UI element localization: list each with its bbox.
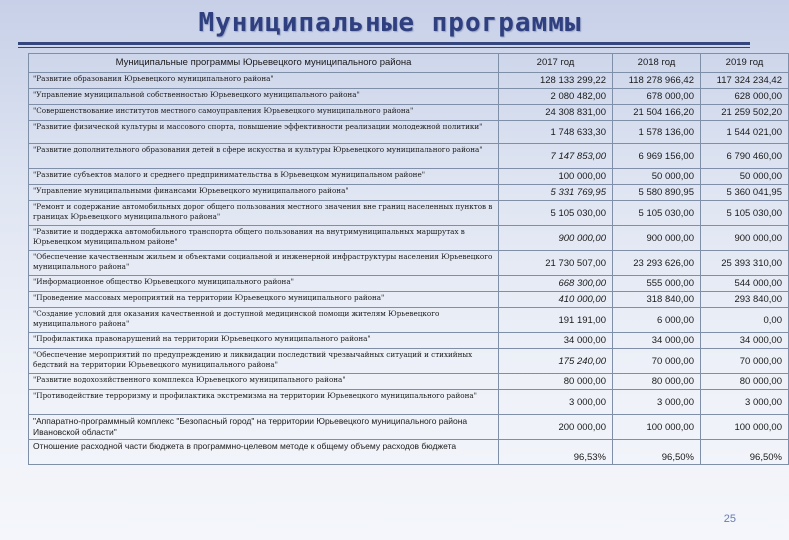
- value-2018: 5 105 030,00: [613, 201, 701, 226]
- table-row: [29, 276, 789, 292]
- value-2017: 191 191,00: [499, 308, 613, 333]
- value-2018: 100 000,00: [613, 415, 701, 440]
- program-name: "Развитие физической культуры и массового спорта, повышение эффективности реализации молодежной политики": [29, 121, 499, 144]
- table-row: [29, 333, 789, 349]
- value-2019: 544 000,00: [701, 276, 789, 292]
- title-underline-thin: [18, 47, 750, 48]
- value-2019: 117 324 234,42: [701, 73, 789, 89]
- value-2018: 6 969 156,00: [613, 144, 701, 169]
- table-row: [29, 169, 789, 185]
- value-2018: 6 000,00: [613, 308, 701, 333]
- program-name: "Развитие субъектов малого и среднего предпринимательства в Юрьевецком муниципальном районе": [29, 169, 499, 185]
- summary-label: Отношение расходной части бюджета в программно-целевом методе к общему объему расходов бюджета: [29, 440, 499, 465]
- value-2018: 118 278 966,42: [613, 73, 701, 89]
- table-row: [29, 73, 789, 89]
- value-2018: 1 578 136,00: [613, 121, 701, 144]
- header-programs: Муниципальные программы Юрьевецкого муниципального района: [29, 54, 499, 73]
- value-2019: 628 000,00: [701, 89, 789, 105]
- header-2019: 2019 год: [701, 54, 789, 73]
- value-2018: 318 840,00: [613, 292, 701, 308]
- program-name: "Обеспечение мероприятий по предупреждению и ликвидации последствий чрезвычайных ситуаций и стихийных бедствий на территории Юрьевецкого муниципального района": [29, 349, 499, 374]
- table-row: [29, 440, 789, 465]
- table-row: [29, 201, 789, 226]
- table-row: [29, 349, 789, 374]
- value-2018: 900 000,00: [613, 226, 701, 251]
- value-2019: 21 259 502,20: [701, 105, 789, 121]
- value-2019: 34 000,00: [701, 333, 789, 349]
- value-2017: 34 000,00: [499, 333, 613, 349]
- program-name: "Совершенствование институтов местного самоуправления Юрьевецкого муниципального района": [29, 105, 499, 121]
- table-row: [29, 415, 789, 440]
- table-row: [29, 390, 789, 415]
- value-2018: 21 504 166,20: [613, 105, 701, 121]
- program-name: "Информационное общество Юрьевецкого муниципального района": [29, 276, 499, 292]
- value-2017: 21 730 507,00: [499, 251, 613, 276]
- value-2019: 0,00: [701, 308, 789, 333]
- program-name: "Управление муниципальной собственностью Юрьевецкого муниципального района": [29, 89, 499, 105]
- table-row: [29, 105, 789, 121]
- program-name: "Развитие водохозяйственного комплекса Юрьевецкого муниципального района": [29, 374, 499, 390]
- value-2018: 50 000,00: [613, 169, 701, 185]
- page-title: Муниципальные программы: [198, 8, 582, 38]
- value-2017: 900 000,00: [499, 226, 613, 251]
- value-2017: 2 080 482,00: [499, 89, 613, 105]
- value-2019: 50 000,00: [701, 169, 789, 185]
- value-2018: 5 580 890,95: [613, 185, 701, 201]
- page-number: 25: [723, 513, 736, 525]
- table-row: [29, 308, 789, 333]
- value-2018: 70 000,00: [613, 349, 701, 374]
- value-2019: 5 360 041,95: [701, 185, 789, 201]
- table-row: [29, 121, 789, 144]
- programs-table: [28, 53, 789, 465]
- value-2018: 96,50%: [613, 440, 701, 465]
- value-2017: 200 000,00: [499, 415, 613, 440]
- value-2017: 5 105 030,00: [499, 201, 613, 226]
- program-name: "Аппаратно-программный комплекс "Безопасный город" на территории Юрьевецкого муниципального района Ивановской области": [29, 415, 499, 440]
- value-2019: 3 000,00: [701, 390, 789, 415]
- value-2017: 5 331 769,95: [499, 185, 613, 201]
- value-2017: 80 000,00: [499, 374, 613, 390]
- value-2019: 80 000,00: [701, 374, 789, 390]
- program-name: "Обеспечение качественным жильем и объектами социальной и инженерной инфраструктуры населения Юрьевецкого муниципального района": [29, 251, 499, 276]
- program-name: "Проведение массовых мероприятий на территории Юрьевецкого муниципального района": [29, 292, 499, 308]
- value-2017: 175 240,00: [499, 349, 613, 374]
- program-name: "Развитие дополнительного образования детей в сфере искусства и культуры Юрьевецкого муниципального района": [29, 144, 499, 169]
- value-2019: 70 000,00: [701, 349, 789, 374]
- program-name: "Противодействие терроризму и профилактика экстремизма на территории Юрьевецкого муниципального района": [29, 390, 499, 415]
- header-2018: 2018 год: [613, 54, 701, 73]
- table-row: [29, 144, 789, 169]
- table-row: [29, 89, 789, 105]
- program-name: "Развитие образования Юрьевецкого муниципального района": [29, 73, 499, 89]
- value-2017: 1 748 633,30: [499, 121, 613, 144]
- table-header-row: [29, 54, 789, 73]
- value-2019: 96,50%: [701, 440, 789, 465]
- table-row: [29, 292, 789, 308]
- title-underline: [18, 42, 750, 45]
- value-2017: 7 147 853,00: [499, 144, 613, 169]
- value-2018: 80 000,00: [613, 374, 701, 390]
- value-2019: 6 790 460,00: [701, 144, 789, 169]
- programs-table-container: [28, 53, 782, 538]
- value-2018: 555 000,00: [613, 276, 701, 292]
- value-2019: 25 393 310,00: [701, 251, 789, 276]
- value-2018: 3 000,00: [613, 390, 701, 415]
- value-2018: 23 293 626,00: [613, 251, 701, 276]
- program-name: "Ремонт и содержание автомобильных дорог общего пользования местного значения вне границ населенных пунктов в границах Юрьевецкого муниципального района": [29, 201, 499, 226]
- value-2019: 293 840,00: [701, 292, 789, 308]
- value-2019: 100 000,00: [701, 415, 789, 440]
- value-2017: 410 000,00: [499, 292, 613, 308]
- value-2017: 128 133 299,22: [499, 73, 613, 89]
- value-2017: 668 300,00: [499, 276, 613, 292]
- program-name: "Создание условий для оказания качественной и доступной медицинской помощи жителям Юрьевецкого муниципального района": [29, 308, 499, 333]
- value-2019: 5 105 030,00: [701, 201, 789, 226]
- value-2019: 1 544 021,00: [701, 121, 789, 144]
- table-row: [29, 185, 789, 201]
- value-2018: 678 000,00: [613, 89, 701, 105]
- value-2017: 3 000,00: [499, 390, 613, 415]
- value-2017: 96,53%: [499, 440, 613, 465]
- value-2017: 100 000,00: [499, 169, 613, 185]
- table-row: [29, 251, 789, 276]
- table-row: [29, 374, 789, 390]
- value-2017: 24 308 831,00: [499, 105, 613, 121]
- value-2018: 34 000,00: [613, 333, 701, 349]
- value-2019: 900 000,00: [701, 226, 789, 251]
- program-name: "Управление муниципальными финансами Юрьевецкого муниципального района": [29, 185, 499, 201]
- program-name: "Профилактика правонарушений на территории Юрьевецкого муниципального района": [29, 333, 499, 349]
- table-row: [29, 226, 789, 251]
- program-name: "Развитие и поддержка автомобильного транспорта общего пользования на внутримуниципальных маршрутах в Юрьевецком муниципальном районе": [29, 226, 499, 251]
- header-2017: 2017 год: [499, 54, 613, 73]
